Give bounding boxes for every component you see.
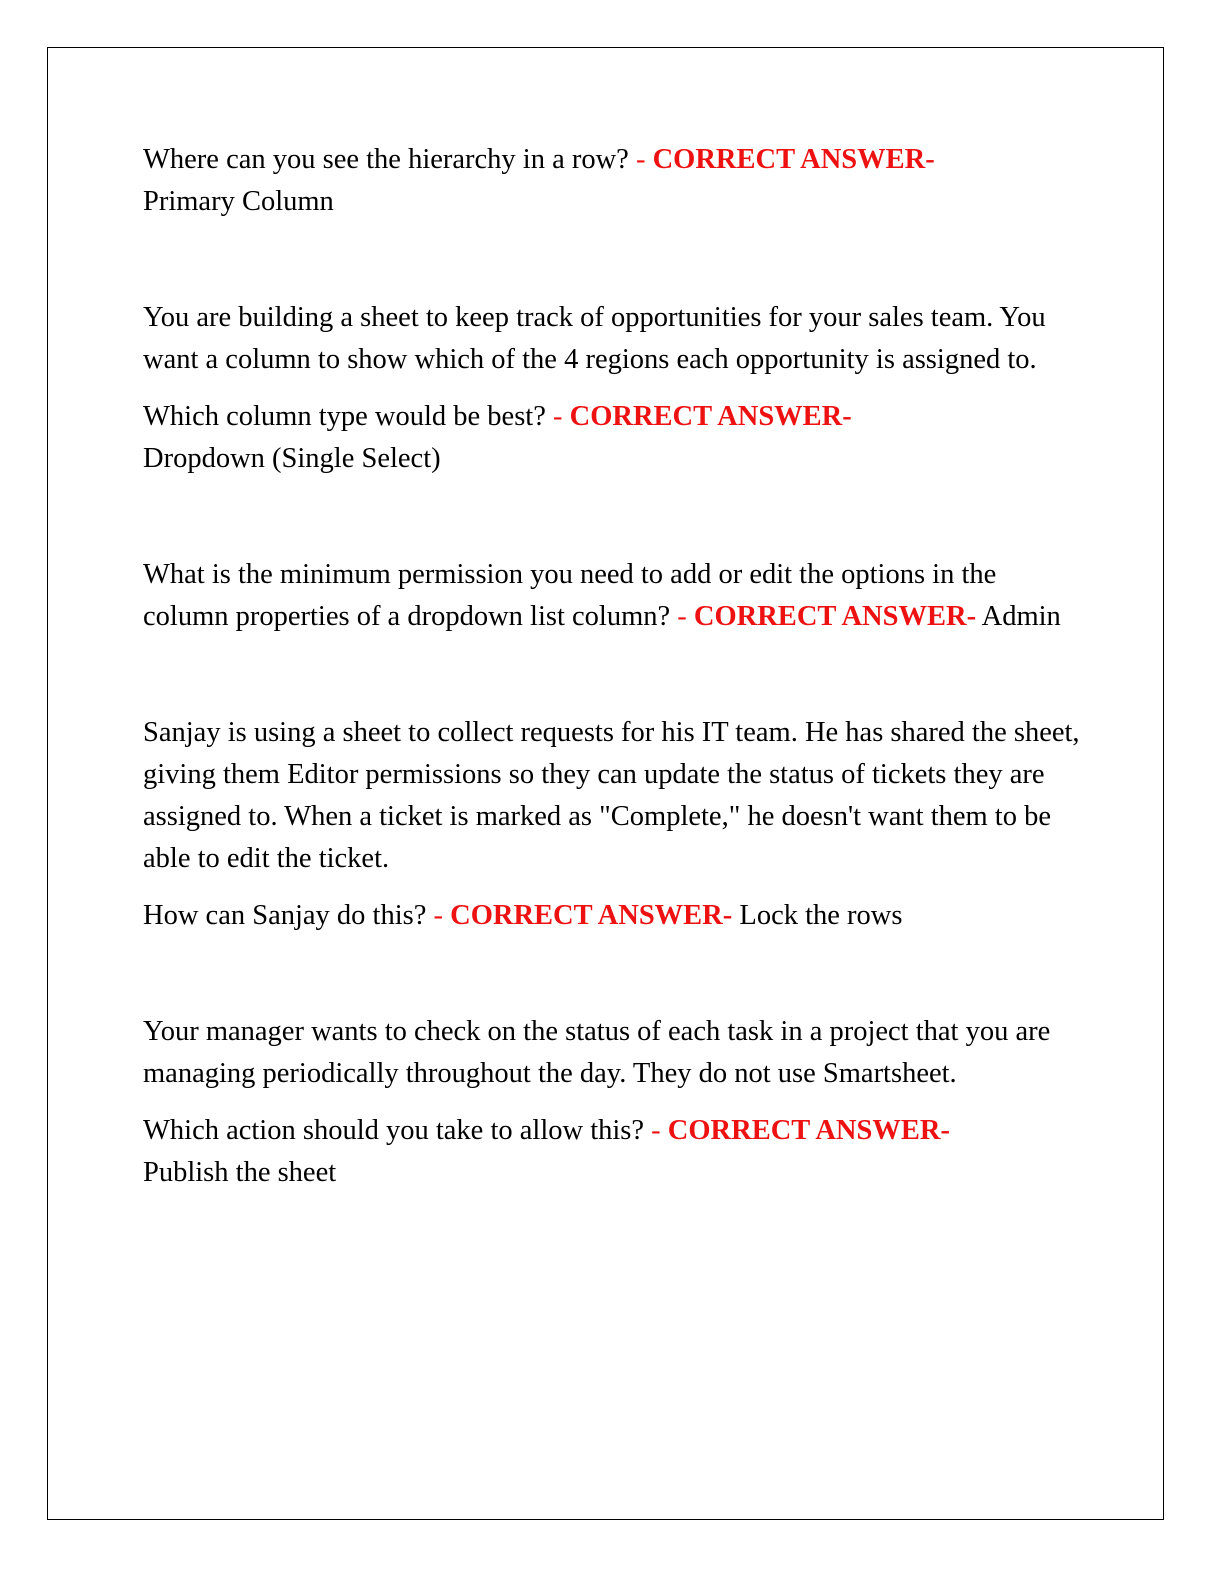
question-paragraph — [143, 1110, 1083, 1194]
correct-answer-label: - CORRECT ANSWER- — [545, 401, 852, 432]
question-text: Which column type would be best? — [143, 401, 546, 432]
context-paragraph: Sanjay is using a sheet to collect requests for his IT team. He has shared the sheet, giving them Editor permissions so they can update the status of tickets they are assigned to. When a ticket is marked as "Complete," he doesn't want them to be able to edit the ticket. — [143, 717, 1080, 874]
question-text: What is the minimum permission you need to add or edit the options in the column properties of a dropdown list column? — [143, 559, 997, 632]
correct-answer-label: - CORRECT ANSWER- — [644, 1115, 950, 1146]
answer-text: Lock the rows — [739, 900, 903, 931]
answer-text: Primary Column — [143, 186, 334, 217]
answer-text: Publish the sheet — [143, 1157, 337, 1188]
question-text: Which action should you take to allow this? — [143, 1115, 645, 1146]
question-text: Where can you see the hierarchy in a row? — [143, 144, 629, 175]
question-paragraph — [143, 396, 1083, 480]
correct-answer-label: - CORRECT ANSWER- — [628, 144, 935, 175]
qa-item — [143, 712, 1083, 937]
context-paragraph: You are building a sheet to keep track of opportunities for your sales team. You want a column to show which of the 4 regions each opportunity is assigned to. — [143, 302, 1046, 375]
question-text: How can Sanjay do this? — [143, 900, 427, 931]
correct-answer-label: - CORRECT ANSWER- — [426, 900, 733, 931]
correct-answer-label: - CORRECT ANSWER- — [670, 601, 977, 632]
qa-item — [143, 297, 1083, 480]
question-paragraph — [143, 895, 1083, 937]
question-paragraph — [143, 554, 1083, 638]
answer-text: Dropdown (Single Select) — [143, 443, 441, 474]
answer-text: Admin — [981, 601, 1061, 632]
qa-item — [143, 139, 1083, 223]
qa-item — [143, 1011, 1083, 1194]
qa-item — [143, 554, 1083, 638]
context-paragraph: Your manager wants to check on the status of each task in a project that you are managing periodically throughout the day. They do not use Smartsheet. — [143, 1016, 1051, 1089]
document-body — [143, 139, 1083, 1194]
question-paragraph — [143, 139, 1083, 223]
